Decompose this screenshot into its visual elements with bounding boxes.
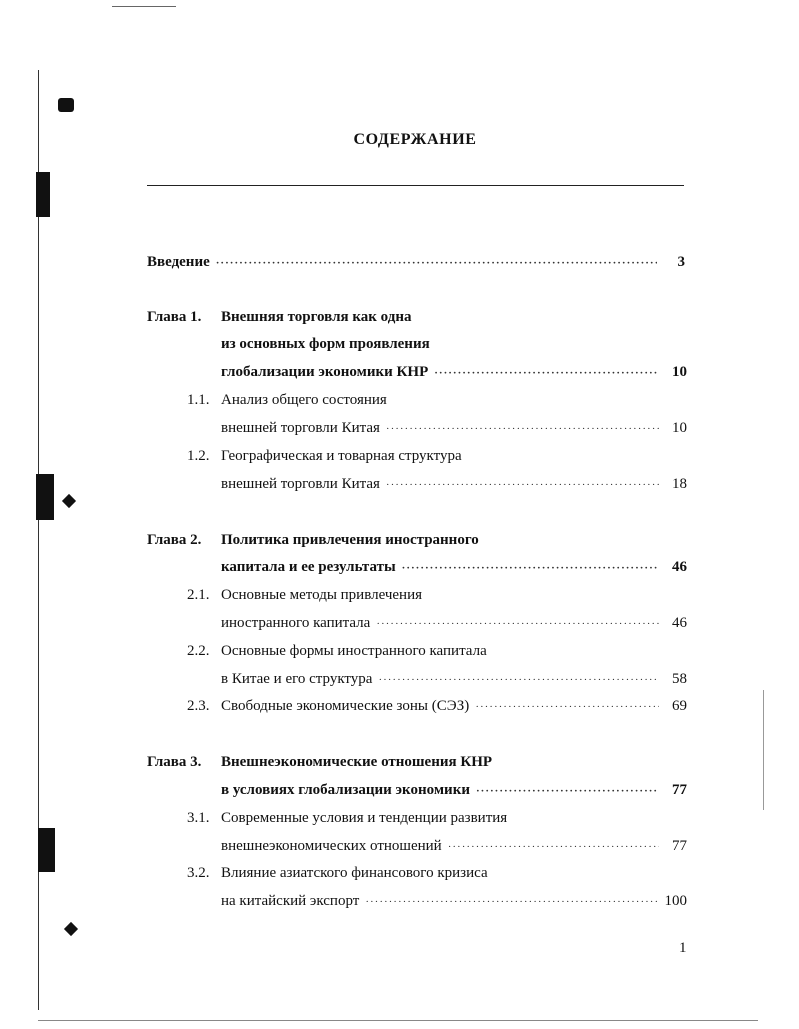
section-entry-line[interactable]: в Китае и его структура ····· 58 xyxy=(221,668,687,690)
chapter-label: Глава 2. xyxy=(147,532,202,548)
section-number: 1.2. xyxy=(187,448,210,464)
section-number: 3.2. xyxy=(187,865,210,881)
section-number: 2.2. xyxy=(187,643,210,659)
section-entry-line[interactable]: на китайский экспорт ····· 100 xyxy=(221,890,687,912)
leader-dots xyxy=(216,252,657,274)
page-ref: 100 xyxy=(664,893,687,909)
chapter-heading[interactable]: Глава 2. Политика привлечения иностранного xyxy=(147,529,687,551)
leader-dots xyxy=(376,613,659,635)
chapter-heading-line[interactable]: в условиях глобализации экономики ····· 77 xyxy=(221,779,687,801)
page-ref: 77 xyxy=(672,838,687,854)
chapter-label: Глава 3. xyxy=(147,754,202,770)
chapter-heading[interactable]: Глава 3. Внешнеэкономические отношения КНР xyxy=(147,751,687,773)
section-entry[interactable]: 2.1. Основные методы привлечения xyxy=(187,584,687,606)
section-entry[interactable]: 3.1. Современные условия и тенденции развития xyxy=(187,807,687,829)
section-entry[interactable]: 2.2. Основные формы иностранного капитала xyxy=(187,640,687,662)
page-ref: 3 xyxy=(677,254,685,270)
section-number: 3.1. xyxy=(187,810,210,826)
section-entry[interactable]: 1.1. Анализ общего состояния xyxy=(187,389,687,411)
page-number: 1 xyxy=(679,940,687,956)
toc-entry-intro[interactable]: Введение ····· 3 xyxy=(147,251,685,273)
leader-dots xyxy=(476,780,659,802)
page-ref: 46 xyxy=(672,615,687,631)
section-number: 1.1. xyxy=(187,392,210,408)
page-ref: 77 xyxy=(672,782,687,798)
section-number: 2.3. xyxy=(187,698,210,714)
section-number: 2.1. xyxy=(187,587,210,603)
page-ref: 10 xyxy=(672,364,687,380)
section-entry[interactable]: 2.3. Свободные экономические зоны (СЭЗ) ····· 69 xyxy=(187,695,687,717)
chapter-label: Глава 1. xyxy=(147,309,202,325)
page-ref: 18 xyxy=(672,476,687,492)
leader-dots xyxy=(475,696,659,718)
section-entry[interactable]: 1.2. Географическая и товарная структура xyxy=(187,445,687,467)
leader-dots xyxy=(448,836,659,858)
leader-dots xyxy=(378,669,659,691)
section-entry-line[interactable]: иностранного капитала ····· 46 xyxy=(221,612,687,634)
chapter-heading-line[interactable]: глобализации экономики КНР ····· 10 xyxy=(221,361,687,383)
page-ref: 58 xyxy=(672,671,687,687)
section-entry-line[interactable]: внешней торговли Китая ····· 10 xyxy=(221,417,687,439)
section-entry-line[interactable]: внешней торговли Китая ····· 18 xyxy=(221,473,687,495)
chapter-heading-line: из основных форм проявления xyxy=(221,336,430,352)
page-title: СОДЕРЖАНИЕ xyxy=(353,131,477,148)
leader-dots xyxy=(386,418,659,440)
page-ref: 10 xyxy=(672,420,687,436)
leader-dots xyxy=(365,891,658,913)
page-ref: 46 xyxy=(672,559,687,575)
leader-dots xyxy=(402,557,659,579)
leader-dots xyxy=(386,474,659,496)
section-entry[interactable]: 3.2. Влияние азиатского финансового кризиса xyxy=(187,862,687,884)
chapter-heading[interactable]: Глава 1. Внешняя торговля как одна xyxy=(147,306,687,328)
leader-dots xyxy=(434,362,659,384)
chapter-heading-line[interactable]: капитала и ее результаты ····· 46 xyxy=(221,556,687,578)
page-ref: 69 xyxy=(672,698,687,714)
section-entry-line[interactable]: внешнеэкономических отношений ····· 77 xyxy=(221,835,687,857)
